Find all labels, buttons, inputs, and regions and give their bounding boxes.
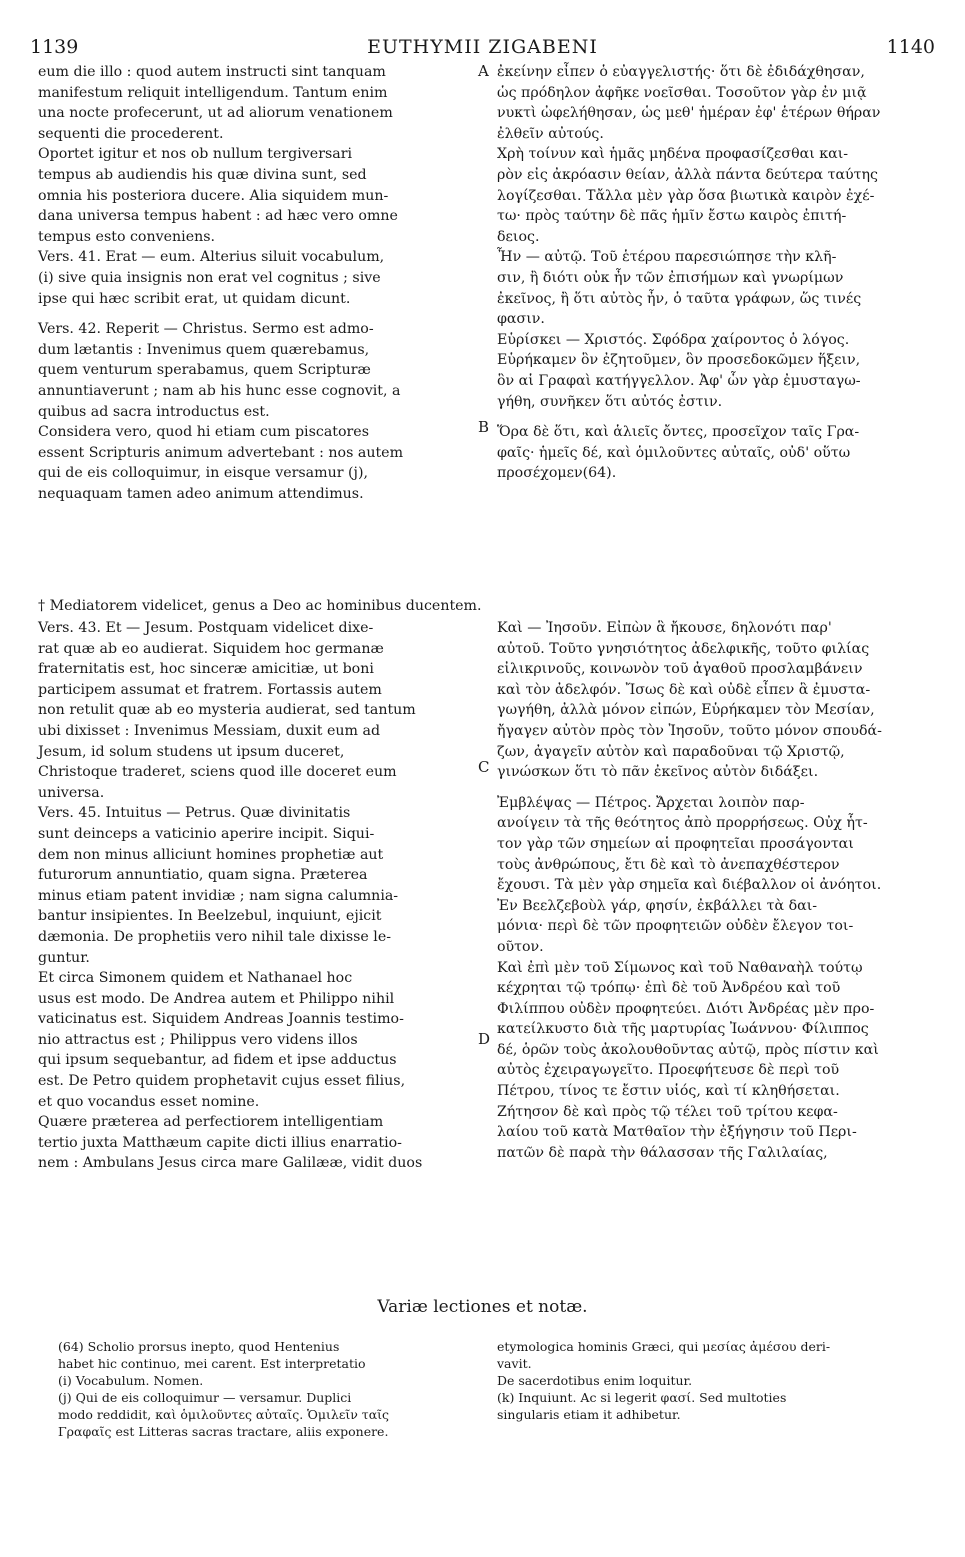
note-line: (k) Inquiunt. Ac si legerit φασί. Sed multoties <box>497 1390 787 1405</box>
greek-line: Πέτρου, τίνος τε ἔστιν υἱός, καὶ τί κληθήσεται. <box>497 1083 840 1100</box>
greek-line: ἔχουσι. Τὰ μὲν γὰρ σημεῖα καὶ διέβαλλον οἱ ἀνόητοι. <box>497 877 882 894</box>
section-marker-b: B <box>478 418 490 436</box>
latin-line: Vers. 42. Reperit — Christus. Sermo est admo- <box>38 321 374 338</box>
greek-line: ἤγαγεν αὐτὸν πρὸς τὸν Ἰησοῦν, τοῦτο μόνον σπουδά- <box>497 722 882 739</box>
greek-line: λαίου τοῦ κατὰ Ματθαῖον τὴν ἐξήγησιν τοῦ Περι- <box>497 1124 857 1141</box>
greek-line: αὐτοῦ. Τοῦτο γνησιότητος ἀδελφικῆς, τοῦτο φιλίας <box>497 640 870 657</box>
latin-line: (i) sive quia insignis non erat vel cognitus ; sive <box>38 269 381 286</box>
greek-line: ἐκείνην εἶπεν ὁ εὐαγγελιστής· ὅτι δὲ ἐδιδάχθησαν, <box>497 64 865 80</box>
greek-column-top <box>497 62 907 484</box>
greek-line: οῦτον. <box>497 938 544 955</box>
page-number-left: 1139 <box>30 36 79 58</box>
latin-line: nem : Ambulans Jesus circa mare Galilææ, vidit duos <box>38 1155 423 1172</box>
note-line: etymologica hominis Græci, qui μεσίας ἀμέσου deri- <box>497 1339 831 1354</box>
greek-line: προσέχομεν(64). <box>497 465 617 482</box>
latin-line: tempus ab audiendis his quæ divina sunt, sed <box>38 166 367 183</box>
latin-line: omnia his posteriora ducere. Alia siquidem mun- <box>38 187 389 204</box>
latin-column-top <box>38 62 474 504</box>
latin-line: rat quæ ab eo audierat. Siquidem hoc germanæ <box>38 640 384 657</box>
note-line: habet hic continuo, mei carent. Est interpretatio <box>58 1356 366 1371</box>
greek-line: ἐλθεῖν αὐτούς. <box>497 125 604 142</box>
greek-line: Ζήτησον δὲ καὶ πρὸς τῷ τέλει τοῦ τρίτου κεφα- <box>497 1103 838 1120</box>
greek-line: γωγήθη, ἀλλὰ μόνον εἰπών, Εὑρήκαμεν τὸν Μεσίαν, <box>497 702 875 719</box>
latin-line: non retulit quæ ab eo mysteria audierat, sed tantum <box>38 702 416 719</box>
greek-line-spacer <box>497 412 907 422</box>
greek-line: τω· πρὸς ταύτην δὲ πᾶς ἡμῖν ἔστω καιρὸς ἐπιτή- <box>497 208 847 225</box>
greek-line: Φιλίππου οὐδὲν προφητεύει. Διότι Ἀνδρέας μὲν προ- <box>497 1000 875 1017</box>
latin-line: vaticinatus est. Siquidem Andreas Joannis testimo- <box>38 1011 404 1028</box>
greek-line: Καὶ ἐπὶ μὲν τοῦ Σίμωνος καὶ τοῦ Ναθαναὴλ τούτῳ <box>497 959 863 976</box>
latin-line: minus etiam patent invidiæ ; nam signa calumnia- <box>38 887 399 904</box>
note-line: (j) Qui de eis colloquimur — versamur. Duplici <box>58 1390 352 1405</box>
greek-line: φασιν. <box>497 311 545 328</box>
latin-line: tertio juxta Matthæum capite dicti illius enarratio- <box>38 1134 402 1151</box>
greek-line: δειος. <box>497 228 540 245</box>
notes-title: Variæ lectiones et notæ. <box>377 1297 588 1317</box>
greek-line: πατῶν δὲ παρὰ τὴν θάλασσαν τῆς Γαλιλαίας, <box>497 1144 828 1161</box>
greek-line: γινώσκων ὅτι τὸ πᾶν ἐκεῖνος αὐτὸν διδάξει. <box>497 764 819 781</box>
greek-line: ὃν αἱ Γραφαὶ κατήγγελλον. Ἀφ' ὧν γὰρ ἐμυσταγω- <box>497 372 861 389</box>
latin-line: ubi dixisset : Invenimus Messiam, duxit eum ad <box>38 722 381 739</box>
latin-line: sequenti die procederent. <box>38 125 224 142</box>
latin-line: Vers. 45. Intuitus — Petrus. Quæ divinitatis <box>38 805 351 822</box>
latin-line: Quære præterea ad perfectiorem intelligentiam <box>38 1114 384 1131</box>
latin-line: ipse qui hæc scribit erat, ut quidam dicunt. <box>38 290 351 307</box>
latin-line: Jesum, id solum studens ut ipsum duceret, <box>38 743 345 760</box>
greek-line: ανοίγειν τὰ τῆς θεότητος ἀπὸ προρρήσεως. Οὐχ ἧτ- <box>497 815 868 832</box>
greek-column-bottom <box>497 618 907 1163</box>
note-line: (i) Vocabulum. Nomen. <box>58 1373 204 1388</box>
latin-line: quibus ad sacra introductus est. <box>38 403 270 420</box>
greek-line: τον γὰρ τῶν σημείων αἱ προφητεῖαι προσάγονται <box>497 835 854 852</box>
greek-line: Καὶ — Ἰησοῦν. Εἰπὼν ἃ ἤκουσε, δηλονότι παρ' <box>497 620 832 636</box>
note-line: (64) Scholio prorsus inepto, quod Hentenius <box>58 1339 340 1354</box>
latin-line: annuntiaverunt ; nam ab his hunc esse cognovit, a <box>38 382 401 399</box>
latin-line: dum lætantis : Invenimus quem quærebamus, <box>38 341 370 358</box>
latin-line-spacer <box>38 309 474 319</box>
greek-line: Ἦν — αὐτῷ. Τοῦ ἑτέρου παρεσιώπησε τὴν κλῆ- <box>497 249 837 266</box>
latin-line: nequaquam tamen adeo animum attendimus. <box>38 485 364 502</box>
greek-line: ρὸν εἰς ἀκρόασιν θείαν, ἀλλὰ πάντα δεύτερα ταύτης <box>497 166 878 183</box>
greek-line: τοὺς ἀνθρώπους, ἔτι δὲ καὶ τὸ ἀνεπαχθέστερον <box>497 856 840 873</box>
greek-line: Εὑρήκαμεν ὃν ἐζητοῦμεν, ὃν προσεδοκῶμεν ἥξειν, <box>497 352 861 369</box>
latin-line: nio attractus est ; Philippus vero videns illos <box>38 1031 358 1048</box>
greek-line: λογίζεσθαι. Τἄλλα μὲν γὰρ ὅσα βιωτικὰ καιρὸν ἐχέ- <box>497 187 875 204</box>
greek-line: εἰλικρινοῦς, κοινωνὸν τοῦ ἀγαθοῦ προσλαμβάνειν <box>497 661 863 678</box>
latin-line: qui de eis colloquimur, in eisque versamur (j), <box>38 465 368 482</box>
greek-line: κατείλκυστο διὰ τῆς μαρτυρίας Ἰωάννου· Φίλιππος <box>497 1021 869 1038</box>
latin-line: quem venturum sperabamus, quem Scripturæ <box>38 362 371 379</box>
note-line: Γραφαῖς est Litteras sacras tractare, aliis exponere. <box>58 1424 389 1439</box>
greek-line: κέχρηται τῷ τρόπῳ· ἐπὶ δὲ τοῦ Ἀνδρέου καὶ τοῦ <box>497 980 841 997</box>
greek-line: ἐκεῖνος, ἢ ὅτι αὐτὸς ἦν, ὁ ταῦτα γράφων, ὥς τινές <box>497 290 862 307</box>
greek-line: σιν, ἢ διότι οὐκ ἦν τῶν ἐπισήμων καὶ γνωρίμων <box>497 269 844 286</box>
latin-line: participem assumat et fratrem. Fortassis autem <box>38 681 382 698</box>
mediator-gloss-line: † Mediatorem videlicet, genus a Deo ac hominibus ducentem. <box>38 598 482 614</box>
greek-line: Ἐμβλέψας — Πέτρος. Ἄρχεται λοιπὸν παρ- <box>497 794 805 811</box>
latin-line: fraternitatis est, hoc sinceræ amicitiæ, ut boni <box>38 661 374 678</box>
latin-line: Vers. 43. Et — Jesum. Postquam videlicet dixe- <box>38 620 374 636</box>
greek-line: ὡς πρόδηλον ἀφῆκε νοεῖσθαι. Τοσοῦτον γὰρ ἐν μιᾷ <box>497 84 867 101</box>
latin-line: futurorum annuntiatio, quam signa. Præterea <box>38 867 368 884</box>
notes-right-column <box>497 1338 907 1423</box>
greek-line: Ὅρα δὲ ὅτι, καὶ ἁλιεῖς ὄντες, προσεῖχον ταῖς Γρα- <box>497 424 860 441</box>
latin-line: dæmonia. De prophetiis vero nihil tale dixisse le- <box>38 928 392 945</box>
greek-line: Χρὴ τοίνυν καὶ ἡμᾶς μηδένα προφασίζεσθαι και- <box>497 146 849 163</box>
latin-line: universa. <box>38 784 105 801</box>
latin-line: manifestum reliquit intelligendum. Tantum enim <box>38 84 388 101</box>
latin-line: eum die illo : quod autem instructi sint tanquam <box>38 64 386 80</box>
greek-line: δέ, ὁρῶν τοὺς ἀκολουθοῦντας αὐτῷ, πρὸς πίστιν καὶ <box>497 1041 879 1058</box>
greek-line: Ἐν Βεελζεβοὺλ γάρ, φησίν, ἐκβάλλει τὰ δαι- <box>497 897 818 914</box>
greek-line: γήθη, συνῆκεν ὅτι αὐτός ἐστιν. <box>497 393 723 410</box>
latin-line: dem non minus alliciunt homines prophetiæ aut <box>38 846 384 863</box>
section-marker-d: D <box>478 1030 491 1048</box>
greek-line: αὐτὸς ἐχειραγωγεῖτο. Προεφήτευσε δὲ περὶ τοῦ <box>497 1062 840 1079</box>
latin-line: qui ipsum sequebantur, ad fidem et ipse adductus <box>38 1052 397 1069</box>
greek-line-spacer <box>497 783 907 793</box>
latin-line: tempus esto conveniens. <box>38 228 216 245</box>
latin-line: Christoque traderet, sciens quod ille doceret eum <box>38 764 397 781</box>
page-number-right: 1140 <box>886 36 935 58</box>
section-marker-c: C <box>478 758 490 776</box>
note-line: De sacerdotibus enim loquitur. <box>497 1373 693 1388</box>
note-line: modo reddidit, καὶ ὁμιλοῦντες αὐταῖς. Ὁμιλεῖν ταῖς <box>58 1407 390 1422</box>
greek-line: ζων, ἀγαγεῖν αὐτὸν καὶ παραδοῦναι τῷ Χριστῷ, <box>497 743 845 760</box>
notes-left-column <box>58 1338 476 1440</box>
note-line: vavit. <box>497 1356 532 1371</box>
latin-line: est. De Petro quidem prophetavit cujus esset filius, <box>38 1073 406 1090</box>
greek-line: μόνια· περὶ δὲ τῶν προφητειῶν οὐδὲν ἔλεγον τοι- <box>497 918 854 935</box>
latin-column-bottom <box>38 618 474 1174</box>
greek-line: Εὑρίσκει — Χριστός. Σφόδρα χαίροντος ὁ λόγος. <box>497 331 850 348</box>
greek-line: νυκτὶ ὠφελήθησαν, ὡς μεθ' ἡμέραν ἐφ' ἑτέρων θήραν <box>497 105 881 122</box>
latin-line: essent Scripturis animum advertebant : nos autem <box>38 444 404 461</box>
latin-line: Vers. 41. Erat — eum. Alterius siluit vocabulum, <box>38 249 385 266</box>
latin-line: Oportet igitur et nos ob nullum tergiversari <box>38 146 353 163</box>
latin-line: sunt deinceps a vaticinio aperire incipit. Siqui- <box>38 825 375 842</box>
latin-line: Considera vero, quod hi etiam cum piscatores <box>38 424 369 441</box>
latin-line: una nocte profecerunt, ut ad aliorum venationem <box>38 105 393 122</box>
note-line: singularis etiam it adhibetur. <box>497 1407 681 1422</box>
latin-line: dana universa tempus habent : ad hæc vero omne <box>38 208 398 225</box>
latin-line: et quo vocandus esset nomine. <box>38 1093 260 1110</box>
section-marker-a: A <box>478 62 489 80</box>
latin-line: bantur insipientes. In Beelzebul, inquiunt, ejicit <box>38 908 382 925</box>
greek-line: φαῖς· ἡμεῖς δέ, καὶ ὁμιλοῦντες αὐταῖς, οὐδ' οὕτω <box>497 444 851 461</box>
latin-line: usus est modo. De Andrea autem et Philippo nihil <box>38 990 395 1007</box>
greek-line: καὶ τὸν ἀδελφόν. Ἴσως δὲ καὶ οὐδὲ εἶπεν ἃ ἐμυστα- <box>497 681 871 698</box>
latin-line: Et circa Simonem quidem et Nathanael hoc <box>38 970 353 987</box>
latin-line: guntur. <box>38 949 90 966</box>
running-title: EUTHYMII ZIGABENI <box>367 36 598 58</box>
page-header <box>30 36 935 62</box>
